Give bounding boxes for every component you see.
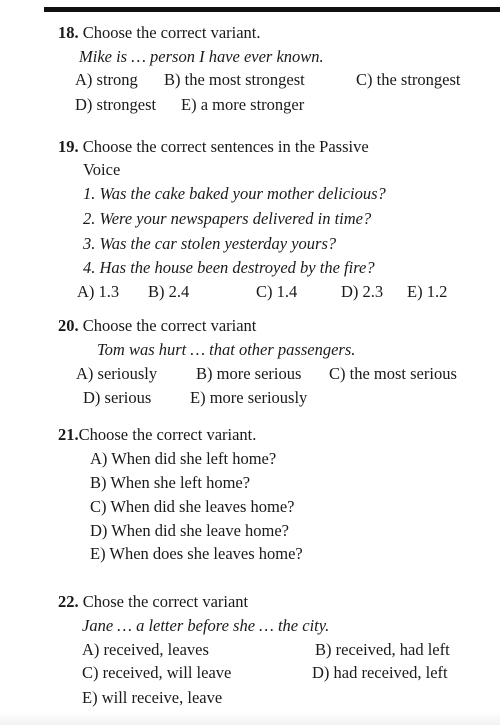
question-19-sentence-4: 4. Has the house been destroyed by the fire? xyxy=(83,258,375,277)
question-21-option-d[interactable]: D) When did she leave home? xyxy=(90,521,289,540)
question-19-option-a[interactable]: A) 1.3 xyxy=(77,282,120,301)
question-21-option-c[interactable]: C) When did she leaves home? xyxy=(90,497,295,516)
question-20-option-b[interactable]: B) more serious xyxy=(196,364,302,383)
question-21-option-a[interactable]: A) When did she left home? xyxy=(90,449,277,468)
question-19-sentence-2: 2. Were your newspapers delivered in time? xyxy=(83,209,372,228)
question-20-option-a[interactable]: A) seriously xyxy=(76,364,158,383)
question-22-option-c[interactable]: C) received, will leave xyxy=(82,663,232,682)
bottom-edge xyxy=(0,712,500,725)
question-22-option-a[interactable]: A) received, leaves xyxy=(82,640,209,659)
question-21-prompt: Choose the correct variant. xyxy=(78,425,257,444)
question-19-option-e[interactable]: E) 1.2 xyxy=(407,282,448,301)
question-22-header xyxy=(58,592,248,612)
question-22-prompt: Chose the correct variant xyxy=(82,592,249,611)
question-21-number: 21. xyxy=(58,425,79,444)
question-20-option-c[interactable]: C) the most serious xyxy=(329,364,457,383)
question-20-header xyxy=(58,316,256,336)
question-18-sentence: Mike is … person I have ever known. xyxy=(79,47,324,66)
question-21-option-e[interactable]: E) When does she leaves home? xyxy=(90,544,303,563)
question-18-option-a[interactable]: A) strong xyxy=(75,70,138,89)
question-19-option-d[interactable]: D) 2.3 xyxy=(341,282,384,301)
question-19-prompt: Choose the correct sentences in the Passive xyxy=(82,137,369,156)
question-19-prompt-cont: Voice xyxy=(83,160,121,179)
question-22-option-e[interactable]: E) will receive, leave xyxy=(82,688,223,707)
question-22-number: 22. xyxy=(58,592,79,611)
question-22-sentence: Jane … a letter before she … the city. xyxy=(82,616,330,635)
question-18-option-b[interactable]: B) the most strongest xyxy=(164,70,305,89)
question-19-option-c[interactable]: C) 1.4 xyxy=(256,282,298,301)
question-21-option-b[interactable]: B) When she left home? xyxy=(90,473,251,492)
top-divider xyxy=(44,7,500,12)
question-18-header xyxy=(58,23,261,43)
question-19-sentence-1: 1. Was the cake baked your mother delicious? xyxy=(83,184,386,203)
question-22-option-d[interactable]: D) had received, left xyxy=(312,663,448,682)
question-19-number: 19. xyxy=(58,137,79,156)
question-19-option-b[interactable]: B) 2.4 xyxy=(148,282,190,301)
question-19-sentence-3: 3. Was the car stolen yesterday yours? xyxy=(83,234,337,253)
question-20-option-e[interactable]: E) more seriously xyxy=(190,388,308,407)
question-20-option-d[interactable]: D) serious xyxy=(83,388,152,407)
question-21-header xyxy=(58,425,256,445)
question-20-sentence: Tom was hurt … that other passengers. xyxy=(97,340,356,359)
question-20-prompt: Choose the correct variant xyxy=(82,316,257,335)
question-18-number: 18. xyxy=(58,23,79,42)
question-18-option-c[interactable]: C) the strongest xyxy=(356,70,461,89)
question-18-option-e[interactable]: E) a more stronger xyxy=(181,95,305,114)
question-22-option-b[interactable]: B) received, had left xyxy=(315,640,450,659)
question-18-prompt: Choose the correct variant. xyxy=(82,23,261,42)
question-20-number: 20. xyxy=(58,316,79,335)
question-19-header xyxy=(58,137,369,157)
question-18-option-d[interactable]: D) strongest xyxy=(75,95,157,114)
